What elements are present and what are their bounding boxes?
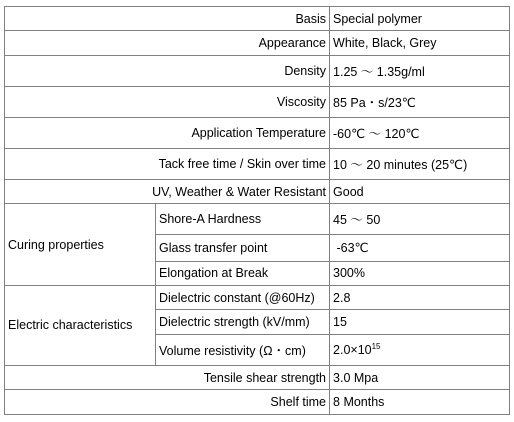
row-value-tensile-shear: 3.0 Mpa <box>330 365 510 389</box>
row-label-appearance: Appearance <box>5 31 330 55</box>
table-row <box>5 179 510 203</box>
row-label-basis: Basis <box>5 7 330 31</box>
row-value-shelf-time: 8 Months <box>330 390 510 415</box>
row-label-application-temperature: Application Temperature <box>5 117 330 148</box>
table-row <box>5 117 510 148</box>
row-label-density: Density <box>5 55 330 86</box>
row-label-volume-resistivity: Volume resistivity (Ω・cm) <box>156 334 330 365</box>
row-value-basis: Special polymer <box>330 7 510 31</box>
row-value-dielectric-strength: 15 <box>330 310 510 334</box>
table-row <box>5 7 510 31</box>
row-value-volume-resistivity <box>330 334 510 365</box>
row-label-glass-transfer: Glass transfer point <box>156 235 330 261</box>
table-row <box>5 55 510 86</box>
group-label-curing: Curing properties <box>5 204 156 286</box>
spec-table <box>4 6 510 415</box>
row-value-density: 1.25 ～ 1.35g/ml <box>330 55 510 86</box>
volume-resistivity-base: 2.0×10 <box>333 342 372 357</box>
row-label-viscosity: Viscosity <box>5 86 330 117</box>
table-row <box>5 148 510 179</box>
row-value-viscosity: 85 Pa・s/23℃ <box>330 86 510 117</box>
table-row <box>5 86 510 117</box>
row-value-appearance: White, Black, Grey <box>330 31 510 55</box>
row-label-shore-hardness: Shore-A Hardness <box>156 204 330 235</box>
row-value-shore-hardness: 45 ～ 50 <box>330 204 510 235</box>
table-row <box>5 390 510 415</box>
row-value-uv-resistance: Good <box>330 179 510 203</box>
table-row <box>5 365 510 389</box>
row-label-dielectric-strength: Dielectric strength (kV/mm) <box>156 310 330 334</box>
row-label-shelf-time: Shelf time <box>5 390 330 415</box>
row-value-elongation: 300% <box>330 261 510 285</box>
row-label-dielectric-constant: Dielectric constant (@60Hz) <box>156 285 330 309</box>
row-label-uv-resistance: UV, Weather & Water Resistant <box>5 179 330 203</box>
table-row <box>5 31 510 55</box>
row-value-dielectric-constant: 2.8 <box>330 285 510 309</box>
group-label-electric: Electric characteristics <box>5 285 156 365</box>
volume-resistivity-exponent: 15 <box>371 341 381 351</box>
row-value-application-temperature: -60℃ ～ 120℃ <box>330 117 510 148</box>
row-value-glass-transfer: -63℃ <box>330 235 510 261</box>
table-row <box>5 204 510 235</box>
row-label-tensile-shear: Tensile shear strength <box>5 365 330 389</box>
table-row <box>5 285 510 309</box>
row-value-tack-free-time: 10 ～ 20 minutes (25℃) <box>330 148 510 179</box>
row-label-elongation: Elongation at Break <box>156 261 330 285</box>
row-label-tack-free-time: Tack free time / Skin over time <box>5 148 330 179</box>
